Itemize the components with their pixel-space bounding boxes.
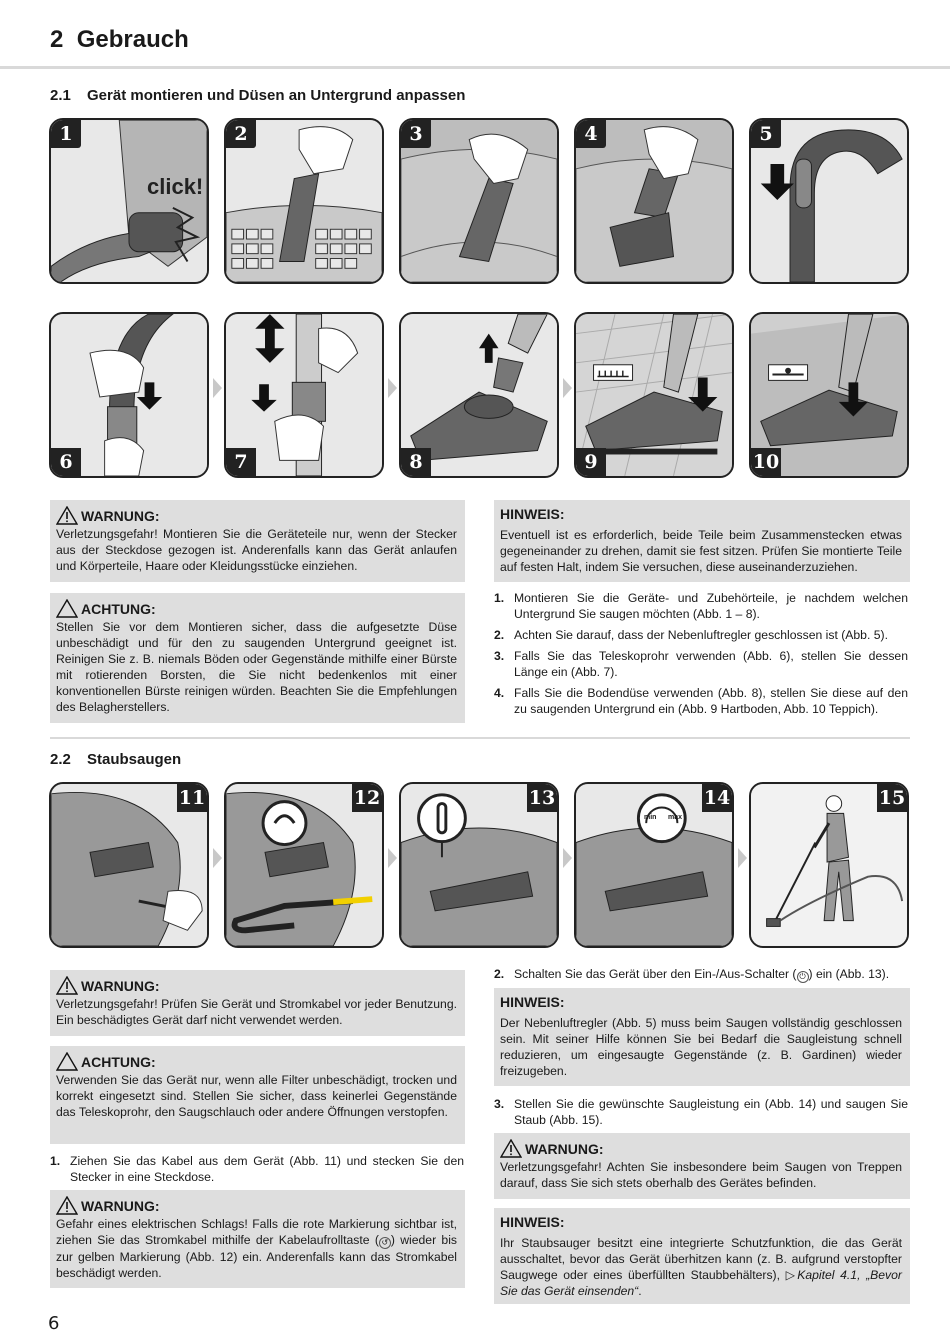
page-number: 6: [48, 1313, 60, 1334]
warning-title: WARNUNG:: [56, 976, 457, 995]
power-icon: ⏻: [797, 971, 809, 983]
warning-title: WARNUNG:: [500, 1139, 902, 1158]
caution-box-assembly: [50, 593, 465, 723]
figure-label: 10: [751, 448, 781, 476]
section-title-2-1: 2.1 Gerät montieren und Düsen an Untergrund anpassen: [50, 87, 466, 104]
warning-text: Verletzungsgefahr! Achten Sie insbesondere beim Saugen von Treppen darauf, dass Sie sich stets oberhalb des Gerätes befinden.: [500, 1160, 902, 1190]
figure-12: [224, 782, 384, 948]
sequence-arrow-icon: [213, 848, 222, 868]
figure-4: [574, 118, 734, 284]
sequence-arrow-icon: [213, 378, 222, 398]
figure-3: [399, 118, 559, 284]
warning-box-stairs: [494, 1133, 910, 1199]
sequence-arrow-icon: [563, 848, 572, 868]
figure-label: 2: [226, 120, 256, 148]
figure-label: 9: [576, 448, 606, 476]
warning-triangle-icon: [56, 976, 78, 995]
caution-box-filters: [50, 1046, 465, 1144]
warning-text: Verletzungsgefahr! Prüfen Sie Gerät und Stromkabel vor jeder Benutzung. Ein beschädigtes Gerät darf nicht verwendet werden.: [56, 997, 457, 1027]
min-label: min: [644, 814, 657, 821]
list-item: 4. Falls Sie die Bodendüse verwenden (Abb. 8), stellen Sie diese auf den zu saugenden Untergrund ein (Abb. 9 Hartboden, Abb. 10 Teppich).: [494, 686, 908, 716]
figure-14: [574, 782, 734, 948]
warning-title: WARNUNG:: [56, 1196, 457, 1215]
figure-11: [49, 782, 209, 948]
figure-label: 7: [226, 448, 256, 476]
sequence-arrow-icon: [738, 848, 747, 868]
warning-box-inspection: [50, 970, 465, 1036]
warning-title: WARNUNG:: [56, 506, 457, 525]
warning-text: Verletzungsgefahr! Montieren Sie die Geräteteile nur, wenn der Stecker aus der Steckdose gezogen ist. Anderenfalls kann das Gerät anlaufen und Körperteile, Haare oder Kleidungsstücke einziehen.: [56, 527, 457, 573]
warning-triangle-icon: [500, 1139, 522, 1158]
warning-text: Gefahr eines elektrischen Schlags! Falls die rote Markierung sichtbar ist, ziehen Sie das Stromkabel mithilfe der Kabelaufrolltaste ( ↺ ) wieder bis zur gelben Markierung (Abb. 12) ein. Anderenfalls kann das Stromkabel beschädigt werden.: [56, 1217, 458, 1280]
figure-8: [399, 312, 559, 478]
figure-2: [224, 118, 384, 284]
click-text: click!: [147, 174, 204, 199]
caution-triangle-icon: [56, 599, 78, 618]
sequence-arrow-icon: [388, 848, 397, 868]
figure-5: [749, 118, 909, 284]
figure-label: 13: [527, 784, 557, 812]
figure-13: [399, 782, 559, 948]
warning-box-electric: [50, 1190, 465, 1288]
figure-10: [749, 312, 909, 478]
list-item: 3. Falls Sie das Teleskoprohr verwenden (Abb. 6), stellen Sie dessen Länge ein (Abb. 7).: [494, 649, 908, 679]
caution-triangle-icon: [56, 1052, 78, 1071]
list-item: 2. Schalten Sie das Gerät über den Ein-/Aus-Schalter ( ⏻ ) ein (Abb. 13).: [494, 967, 890, 981]
figure-label: 14: [702, 784, 732, 812]
list-item: 1. Montieren Sie die Geräte- und Zubehörteile, je nachdem welchen Untergrund Sie saugen möchten (Abb. 1 – 8).: [494, 591, 908, 621]
note-box-assembly: [494, 500, 910, 582]
section-title-2-2: 2.2 Staubsaugen: [50, 751, 182, 768]
sequence-arrow-icon: [563, 378, 572, 398]
figure-label: 5: [751, 120, 781, 148]
chapter-number: 2: [50, 26, 64, 53]
list-item: 1. Ziehen Sie das Kabel aus dem Gerät (Abb. 11) und stecken Sie den Stecker in eine Steckdose.: [50, 1154, 464, 1184]
vacuuming-step-1: [50, 1153, 464, 1190]
figure-label: 6: [51, 448, 81, 476]
note-text: Eventuell ist es erforderlich, beide Teile beim Zusammenstecken etwas gegeneinander zu drehen, damit sie fest sitzen. Prüfen Sie montierte Teile auf festen Halt, indem Sie versuchen, diese auseinanderzuziehen.: [500, 528, 902, 574]
chapter-reference-link[interactable]: ▷Kapitel 4.1, „Bevor Sie das Gerät einsenden“: [500, 1268, 902, 1298]
figure-label: 1: [51, 120, 81, 148]
figure-label: 8: [401, 448, 431, 476]
max-label: max: [668, 814, 683, 821]
note-box-protection: [494, 1208, 910, 1304]
vacuuming-step-3: [494, 1096, 908, 1133]
warning-triangle-icon: [56, 506, 78, 525]
note-text: Der Nebenluftregler (Abb. 5) muss beim Saugen vollständig geschlossen sein. Mit seiner Hilfe können Sie bei Bedarf die Saugleistung schnell reduzieren, um eingesaugte Gegenstände (z. B. Gardinen) wieder freizugeben.: [500, 1016, 902, 1078]
list-item: 3. Stellen Sie die gewünschte Saugleistung ein (Abb. 14) und saugen Sie Staub (Abb. 15).: [494, 1097, 908, 1127]
caution-title: ACHTUNG:: [56, 1052, 457, 1071]
figure-label: 12: [352, 784, 382, 812]
figure-15: [749, 782, 909, 948]
note-title: HINWEIS:: [500, 1214, 565, 1230]
figure-label: 15: [877, 784, 907, 812]
figure-7: [224, 312, 384, 478]
list-item: 2. Achten Sie darauf, dass der Nebenluftregler geschlossen ist (Abb. 5).: [494, 628, 888, 642]
assembly-steps-list: [494, 590, 908, 722]
section-divider: [50, 737, 910, 739]
chapter-name: Gebrauch: [76, 26, 189, 53]
caution-title: ACHTUNG:: [56, 599, 457, 618]
cable-rewind-icon: ↺: [379, 1237, 391, 1249]
figure-9: [574, 312, 734, 478]
figure-label: 3: [401, 120, 431, 148]
note-text: Ihr Staubsauger besitzt eine integrierte Schutzfunktion, die das Gerät ausschaltet, bevor das Gerät überhitzen kann (z. B. aufgrund verstopfter Saugwege oder eines überfüllten Staubbehälters), ▷Kapitel 4.1, „Bevor Sie das Gerät einsenden“.: [500, 1236, 902, 1298]
note-title: HINWEIS:: [500, 994, 565, 1010]
figure-6: [49, 312, 209, 478]
chapter-divider: [0, 66, 950, 69]
figure-label: 4: [576, 120, 606, 148]
chapter-title: [50, 26, 189, 54]
caution-text: Stellen Sie vor dem Montieren sicher, dass die aufgesetzte Düse unbeschädigt und für den zu saugenden Untergrund geeignet ist. Reinigen Sie z. B. niemals Böden oder Gegenstände mithilfe einer Bürste mit rotierenden Borsten, die Sie nicht bedenkenlos mit einer konventionellen Bürste reinigen würden. Beachten Sie die Empfehlungen des Belagherstellers.: [56, 620, 457, 714]
warning-triangle-icon: [56, 1196, 78, 1215]
note-box-air-regulator: [494, 988, 910, 1086]
figure-1: [49, 118, 209, 284]
figure-label: 11: [177, 784, 207, 812]
warning-box-assembly: [50, 500, 465, 582]
sequence-arrow-icon: [388, 378, 397, 398]
caution-text: Verwenden Sie das Gerät nur, wenn alle Filter unbeschädigt, trocken und korrekt eingesetzt sind. Stellen Sie sicher, dass keinerlei Gegenstände das Teleskoprohr, den Saugschlauch oder andere Öffnungen verstopfen.: [56, 1073, 457, 1119]
note-title: HINWEIS:: [500, 506, 565, 522]
vacuuming-step-2: [494, 966, 908, 988]
